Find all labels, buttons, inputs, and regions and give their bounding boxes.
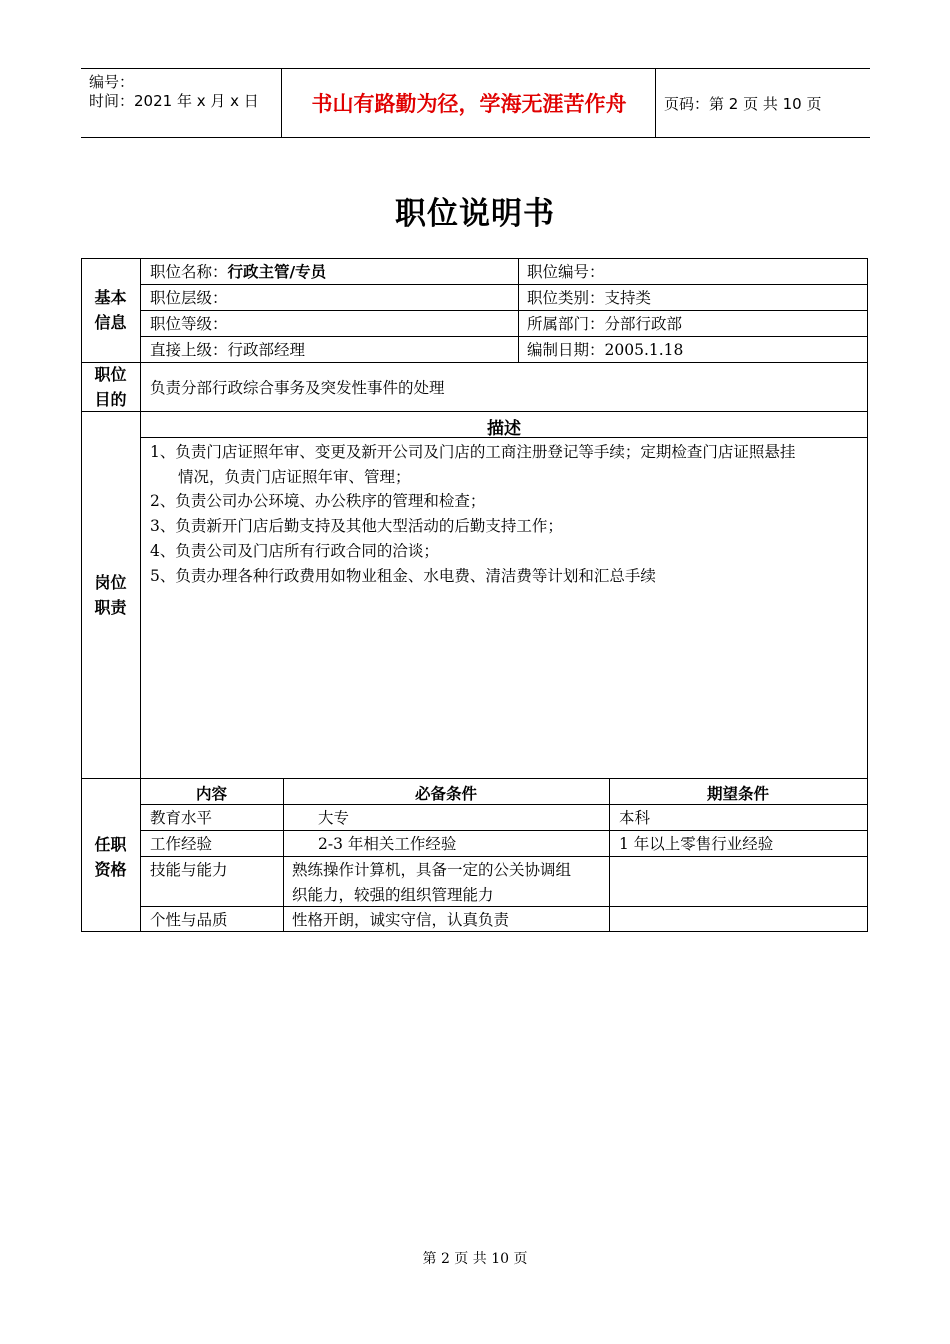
page-footer: 第 2 页 共 10 页 (422, 1251, 528, 1267)
duty-item-2: 2、负责公司办公环境、办公秩序的管理和检查； (150, 492, 486, 510)
qual-required-skills-line2: 织能力，较强的组织管理能力 (292, 886, 494, 904)
motto: 书山有路勤为径，学海无涯苦作舟 (283, 69, 656, 137)
col-header-content: 内容 (195, 785, 227, 803)
qual-item-personality: 个性与品质 (150, 911, 228, 929)
qual-expected-experience: 1 年以上零售行业经验 (619, 835, 774, 853)
qual-required-skills-line1: 熟练操作计算机，具备一定的公关协调组 (292, 861, 572, 879)
page-info: 页码：第 2 页 共 10 页 (664, 94, 822, 113)
department: 所属部门：分部行政部 (527, 315, 683, 333)
section-purpose: 职位目的 (94, 365, 127, 409)
qual-item-education: 教育水平 (150, 809, 213, 827)
duty-item-4: 4、负责公司及门店所有行政合同的洽谈； (150, 542, 439, 560)
job-description-table (81, 258, 868, 932)
duties-heading: 描述 (487, 419, 521, 439)
time-label: 时间：2021 年 x 月 x 日 (89, 92, 259, 110)
purpose-text: 负责分部行政综合事务及突发性事件的处理 (150, 379, 445, 397)
position-category: 职位类别：支持类 (527, 289, 652, 307)
duty-item-1-cont: 情况，负责门店证照年审、管理； (178, 468, 411, 486)
duty-item-5: 5、负责办理各种行政费用如物业租金、水电费、清洁费等计划和汇总手续 (150, 567, 656, 585)
col-header-required: 必备条件 (414, 785, 477, 803)
qual-required-experience: 2-3 年相关工作经验 (318, 835, 457, 853)
duty-item-1: 1、负责门店证照年审、变更及新开公司及门店的工商注册登记等手续；定期检查门店证照悬挂 (150, 443, 796, 461)
position-name-value: 行政主管/专员 (227, 263, 327, 281)
position-grade: 职位等级： (150, 315, 228, 333)
document-title: 职位说明书 (395, 196, 555, 232)
qual-item-experience: 工作经验 (150, 835, 213, 853)
col-header-expected: 期望条件 (706, 785, 769, 803)
position-code: 职位编号： (527, 263, 605, 281)
section-duties: 岗位职责 (94, 573, 127, 617)
position-name (150, 262, 326, 282)
position-name-label: 职位名称： (150, 263, 228, 281)
qual-expected-education: 本科 (619, 809, 651, 827)
section-basic-info: 基本信息 (94, 288, 127, 332)
qual-item-skills: 技能与能力 (150, 861, 228, 879)
qual-required-personality: 性格开朗，诚实守信，认真负责 (292, 911, 510, 929)
code-label: 编号： (89, 73, 135, 91)
position-level: 职位层级： (150, 289, 228, 307)
section-qualifications: 任职资格 (94, 835, 127, 879)
direct-superior: 直接上级：行政部经理 (150, 341, 306, 359)
page-header (81, 68, 870, 138)
duty-item-3: 3、负责新开门店后勤支持及其他大型活动的后勤支持工作； (150, 517, 563, 535)
compile-date: 编制日期：2005.1.18 (527, 341, 684, 359)
header-meta (81, 69, 282, 137)
qual-required-education: 大专 (318, 809, 350, 827)
